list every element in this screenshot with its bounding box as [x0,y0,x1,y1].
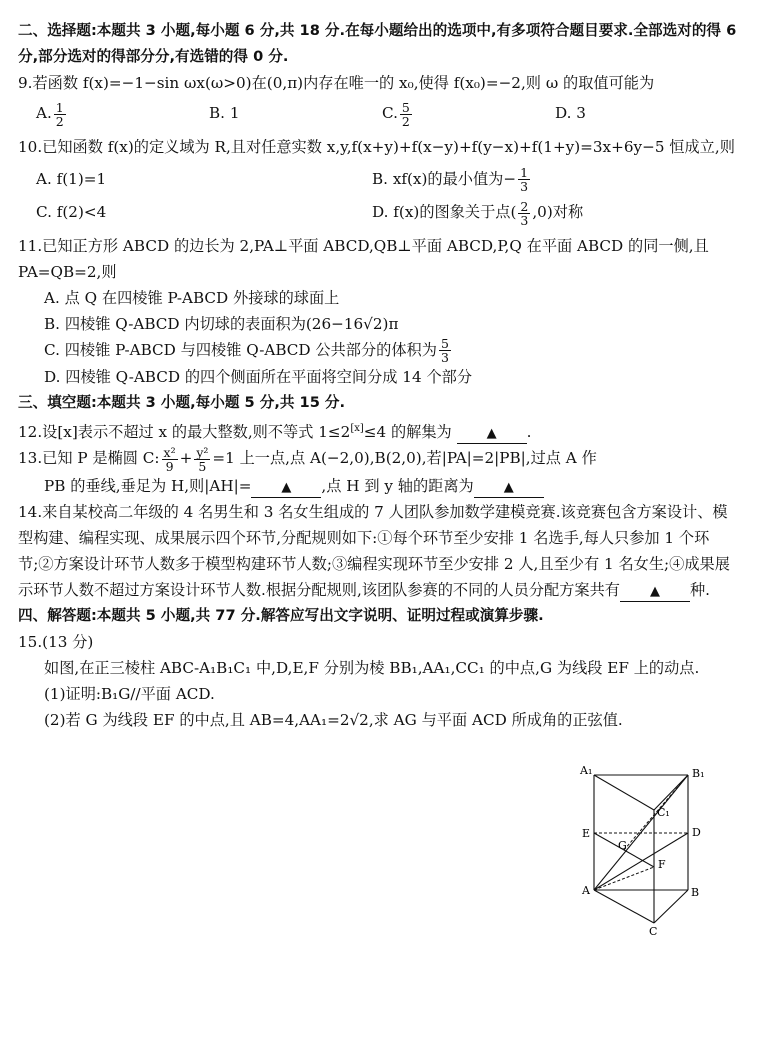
label-d: D [692,826,701,839]
q9-option-a: A. $\frac{1}{2}$ [36,99,64,129]
q9-option-c: C. $\frac{5}{2}$ [382,99,410,129]
q9-stem: 9.若函数 f(x)=−1−sin ωx(ω>0)在(0,π)内存在唯一的 x₀,使得 f(x₀)=−2,则 ω 的取值可能为 [18,74,655,92]
q15-part-1: (1)证明:B₁G//平面 ACD. [44,684,215,703]
section-2-title: 二、选择题:本题共 3 小题,每小题 6 分,共 18 分.在每小题给出的选项中,有多项符合题目要求.全部选对的得 6 分,部分选对的得部分分,有选错的得 0 分. [18,22,737,65]
label-e: E [582,827,591,840]
q13-answer-blank-2: ▲ [474,477,544,498]
q11-option-d: D. 四棱锥 Q-ABCD 的四个侧面所在平面将空间分成 14 个部分 [44,368,473,386]
label-c: C [649,925,658,935]
q14-answer-blank: ▲ [620,581,690,602]
q13-answer-blank-1: ▲ [251,477,321,498]
question-13: 13.已知 P 是椭圆 C: $\frac{\text{x²}}{9}$ + $\frac{\text{y²}}{5}$ =1 上一点,点 A(−2,0),B(2,0),若|PA|=2|PB|,过点 A 作 PB 的垂线,垂足为 H,则|AH|= ▲ ,点 H 到 y 轴的距离为 ▲ [18,445,740,499]
prism-figure [566,765,726,935]
question-15 [18,629,740,733]
q9-options [18,100,740,128]
label-c1: C₁ [657,806,670,819]
label-g: G [618,839,627,852]
section-3-title: 三、填空题:本题共 3 小题,每小题 5 分,共 15 分. [18,394,346,411]
q11-option-a: A. 点 Q 在四棱锥 P-ABCD 外接球的球面上 [44,288,340,307]
question-10 [18,134,740,227]
q10-option-b: B. xf(x)的最小值为− $\frac{1}{3}$ [372,165,529,194]
q11-option-c: C. 四棱锥 P-ABCD 与四棱锥 Q-ABCD 公共部分的体积为 $\frac{5}{3}$ [44,336,449,365]
label-f: F [658,858,666,871]
question-12: 12.设[x]表示不超过 x 的最大整数,则不等式 1≤2[x]≤4 的解集为 ▲ . [18,416,740,445]
exam-page [18,18,740,733]
q15-part-2: (2)若 G 为线段 EF 的中点,且 AB=4,AA₁=2√2,求 AG 与平面 ACD 所成角的正弦值. [44,710,623,729]
q11-option-b: B. 四棱锥 Q-ABCD 内切球的表面积为(26−16√2)π [44,314,399,333]
label-b1: B₁ [692,767,705,780]
section-4-title: 四、解答题:本题共 5 小题,共 77 分.解答应写出文字说明、证明过程或演算步骤. [18,606,544,624]
label-b: B [691,886,700,899]
q9-option-b: B. 1 [209,104,240,122]
q10-stem: 10.已知函数 f(x)的定义域为 R,且对任意实数 x,y,f(x+y)+f(x−y)+f(y−x)+f(1+y)=3x+6y−5 恒成立,则 [18,137,735,156]
question-14: 14.来自某校高二年级的 4 名男生和 3 名女生组成的 7 人团队参加数学建模竞赛.该竞赛包含方案设计、模型构建、编程实现、成果展示四个环节,分配规则如下:①每个环节至少安排 1 名选手,每人只参加 1 个环节;②方案设计环节人数多于模型构建环节人数;③编程实现环节至少安排 2 人,且至少有 1 名女生;④成果展示环节人数不超过方案设计环节人数.根据分配规则,该团队参赛的不同的人员分配方案共有 ▲ 种. [18,499,740,603]
label-a1: A₁ [580,765,593,777]
q10-option-a: A. f(1)=1 [36,169,107,188]
q9-option-d: D. 3 [555,104,586,122]
q15-stem: 如图,在正三棱柱 ABC-A₁B₁C₁ 中,D,E,F 分别为棱 BB₁,AA₁,CC₁ 的中点,G 为线段 EF 上的动点. [44,658,700,677]
question-11 [18,233,740,391]
question-9 [18,70,740,128]
q12-answer-blank: ▲ [457,423,527,444]
label-a: A [582,884,590,897]
q11-stem: 11.已知正方形 ABCD 的边长为 2,PA⊥平面 ABCD,QB⊥平面 ABCD,P,Q 在平面 ABCD 的同一侧,且 PA=QB=2,则 [18,236,709,281]
q10-option-d: D. f(x)的图象关于点( $\frac{2}{3}$ ,0)对称 [372,198,584,228]
q15-head: 15.(13 分) [18,632,94,651]
q10-option-c: C. f(2)<4 [36,203,107,221]
